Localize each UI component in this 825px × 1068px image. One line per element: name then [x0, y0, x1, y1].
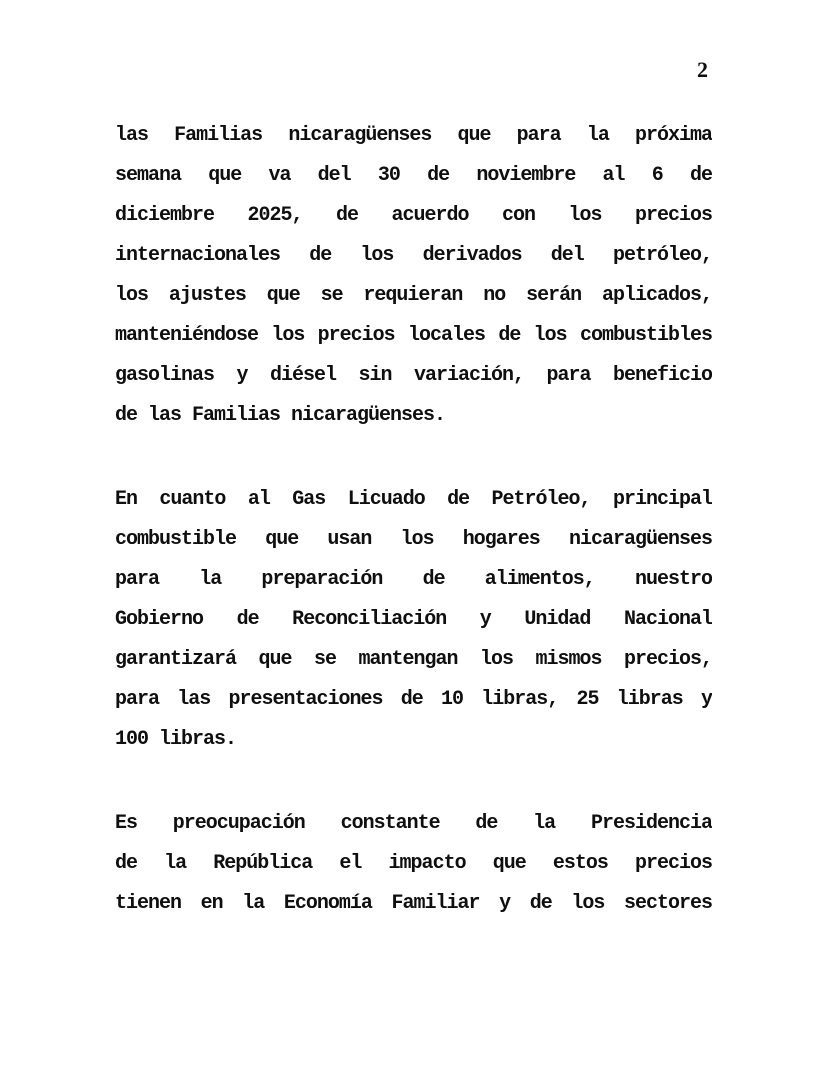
text-line: En cuanto al Gas Licuado de Petróleo, principal — [115, 488, 712, 511]
page-number: 2 — [697, 57, 708, 82]
document-body — [115, 116, 712, 968]
text-line: para las presentaciones de 10 libras, 25 libras y — [115, 688, 712, 711]
text-line: garantizará que se mantengan los mismos precios, — [115, 648, 712, 671]
text-line: los ajustes que se requieran no serán aplicados, — [115, 284, 712, 307]
text-line: Gobierno de Reconciliación y Unidad Nacional — [115, 608, 712, 631]
text-line: internacionales de los derivados del petróleo, — [115, 244, 712, 267]
text-line: para la preparación de alimentos, nuestro — [115, 568, 712, 591]
text-line: Es preocupación constante de la Presidencia — [115, 812, 712, 835]
paragraph-presidency-concern — [115, 804, 712, 924]
text-line: 100 libras. — [115, 728, 237, 751]
text-line: de la República el impacto que estos precios — [115, 852, 712, 875]
text-line: las Familias nicaragüenses que para la próxima — [115, 124, 712, 147]
paragraph-fuel-prices — [115, 116, 712, 436]
text-line: tienen en la Economía Familiar y de los sectores — [115, 892, 712, 915]
text-line: combustible que usan los hogares nicaragüenses — [115, 528, 712, 551]
text-line: semana que va del 30 de noviembre al 6 de — [115, 164, 712, 187]
text-line: diciembre 2025, de acuerdo con los precios — [115, 204, 712, 227]
paragraph-lp-gas — [115, 480, 712, 760]
text-line: de las Familias nicaragüenses. — [115, 404, 446, 427]
text-line: manteniéndose los precios locales de los combustibles — [115, 324, 712, 347]
text-line: gasolinas y diésel sin variación, para beneficio — [115, 364, 712, 387]
